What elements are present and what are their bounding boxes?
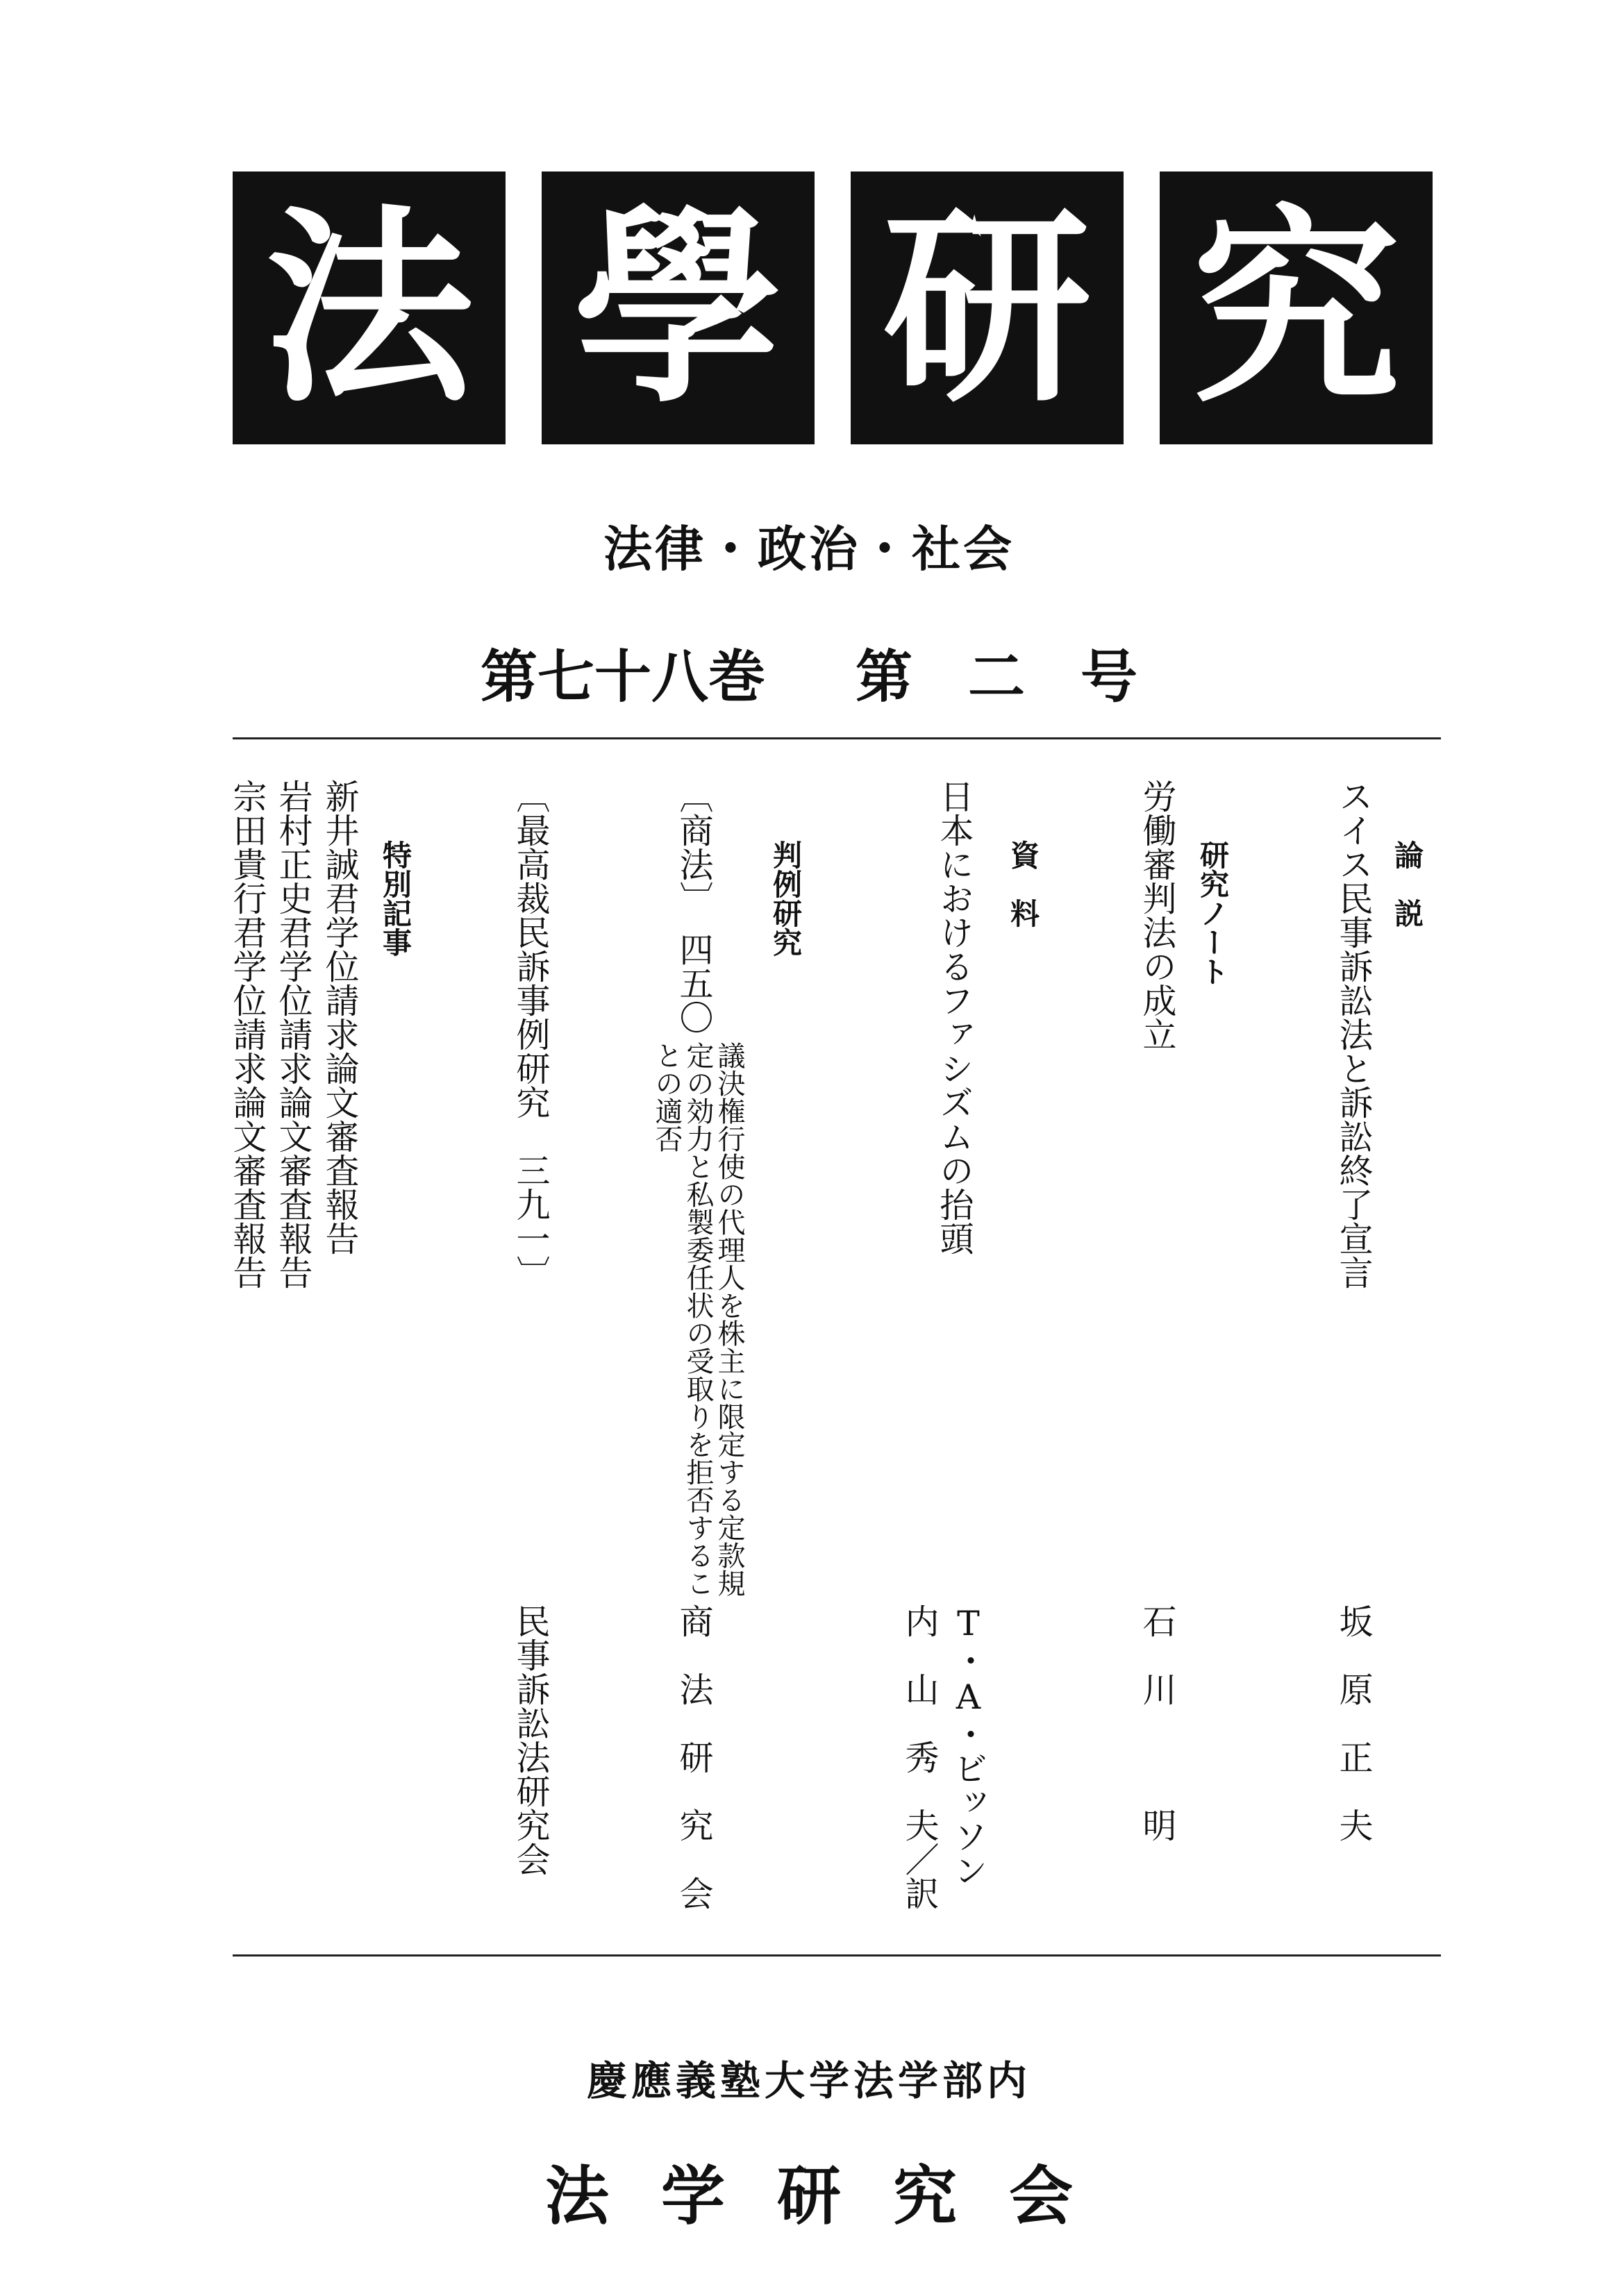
author-shiryo-translator: 内 山 秀 夫／訳 bbox=[900, 1604, 940, 1910]
issue-suffix: 号 bbox=[1081, 644, 1138, 710]
case-desc-line-2: 定の効力と私製委任状の受取りを拒否するこ bbox=[682, 1041, 714, 1597]
case-desc-line-1: 議決権行使の代理人を株主に限定する定款規 bbox=[713, 1041, 745, 1597]
publisher-name bbox=[0, 2145, 1618, 2237]
issue-label: 第 bbox=[855, 644, 912, 710]
title-char-4: 究 bbox=[1160, 171, 1433, 444]
article-title-ronsetsu: スイス民事訴訟法と訴訟終了宣言 bbox=[1334, 779, 1374, 1289]
article-title-kenkyu-note: 労働審判法の成立 bbox=[1137, 779, 1177, 1051]
author-case-saikosai: 民事訴訟法研究会 bbox=[511, 1604, 551, 1876]
special-report-1: 新井誠君学位請求論文審査報告 bbox=[320, 779, 360, 1255]
title-char-2: 學 bbox=[542, 171, 815, 444]
bottom-divider bbox=[233, 1954, 1441, 1956]
author-case-shoho: 商 法 研 究 会 bbox=[674, 1604, 714, 1910]
section-heading-kenkyu-note: 研究ノート bbox=[1196, 840, 1230, 986]
title-char-3: 研 bbox=[851, 171, 1124, 444]
special-report-3: 宗田貴行君学位請求論文審査報告 bbox=[228, 779, 267, 1289]
title-char-1: 法 bbox=[233, 171, 506, 444]
top-divider bbox=[233, 737, 1441, 739]
special-report-2: 岩村正史君学位請求論文審査報告 bbox=[274, 779, 313, 1289]
publisher-char-4: 究 bbox=[893, 2159, 958, 2234]
case-label-shoho: 〔商法〕 四五〇 bbox=[674, 779, 714, 1034]
journal-subtitle: 法律・政治・社会 bbox=[603, 521, 1015, 578]
author-shiryo-original: T・A・ビッソン bbox=[949, 1604, 988, 1887]
volume-issue bbox=[0, 632, 1618, 713]
case-label-saikosai: 〔最高裁民訴事例研究 三九一〕 bbox=[511, 779, 551, 1289]
article-title-shiryo: 日本におけるファシズムの抬頭 bbox=[935, 779, 974, 1255]
section-heading-hanrei: 判例研究 bbox=[769, 840, 803, 957]
section-heading-tokubetsu: 特別記事 bbox=[378, 840, 412, 957]
volume-number: 第七十八巻 bbox=[480, 644, 765, 710]
publisher-affiliation: 慶應義塾大学法学部内 bbox=[586, 2057, 1031, 2104]
publisher-char-3: 研 bbox=[776, 2159, 841, 2234]
publisher-char-1: 法 bbox=[544, 2159, 609, 2234]
case-desc-line-3: との適否 bbox=[651, 1041, 683, 1153]
publisher-char-5: 会 bbox=[1009, 2159, 1074, 2234]
author-ronsetsu: 坂 原 正 夫 bbox=[1334, 1604, 1374, 1842]
section-heading-shiryo: 資 料 bbox=[1006, 840, 1040, 928]
issue-number: 二 bbox=[968, 644, 1026, 710]
author-kenkyu-note: 石 川 明 bbox=[1137, 1604, 1177, 1842]
publisher-char-2: 学 bbox=[660, 2159, 725, 2234]
section-heading-ronsetsu: 論 説 bbox=[1390, 840, 1424, 928]
